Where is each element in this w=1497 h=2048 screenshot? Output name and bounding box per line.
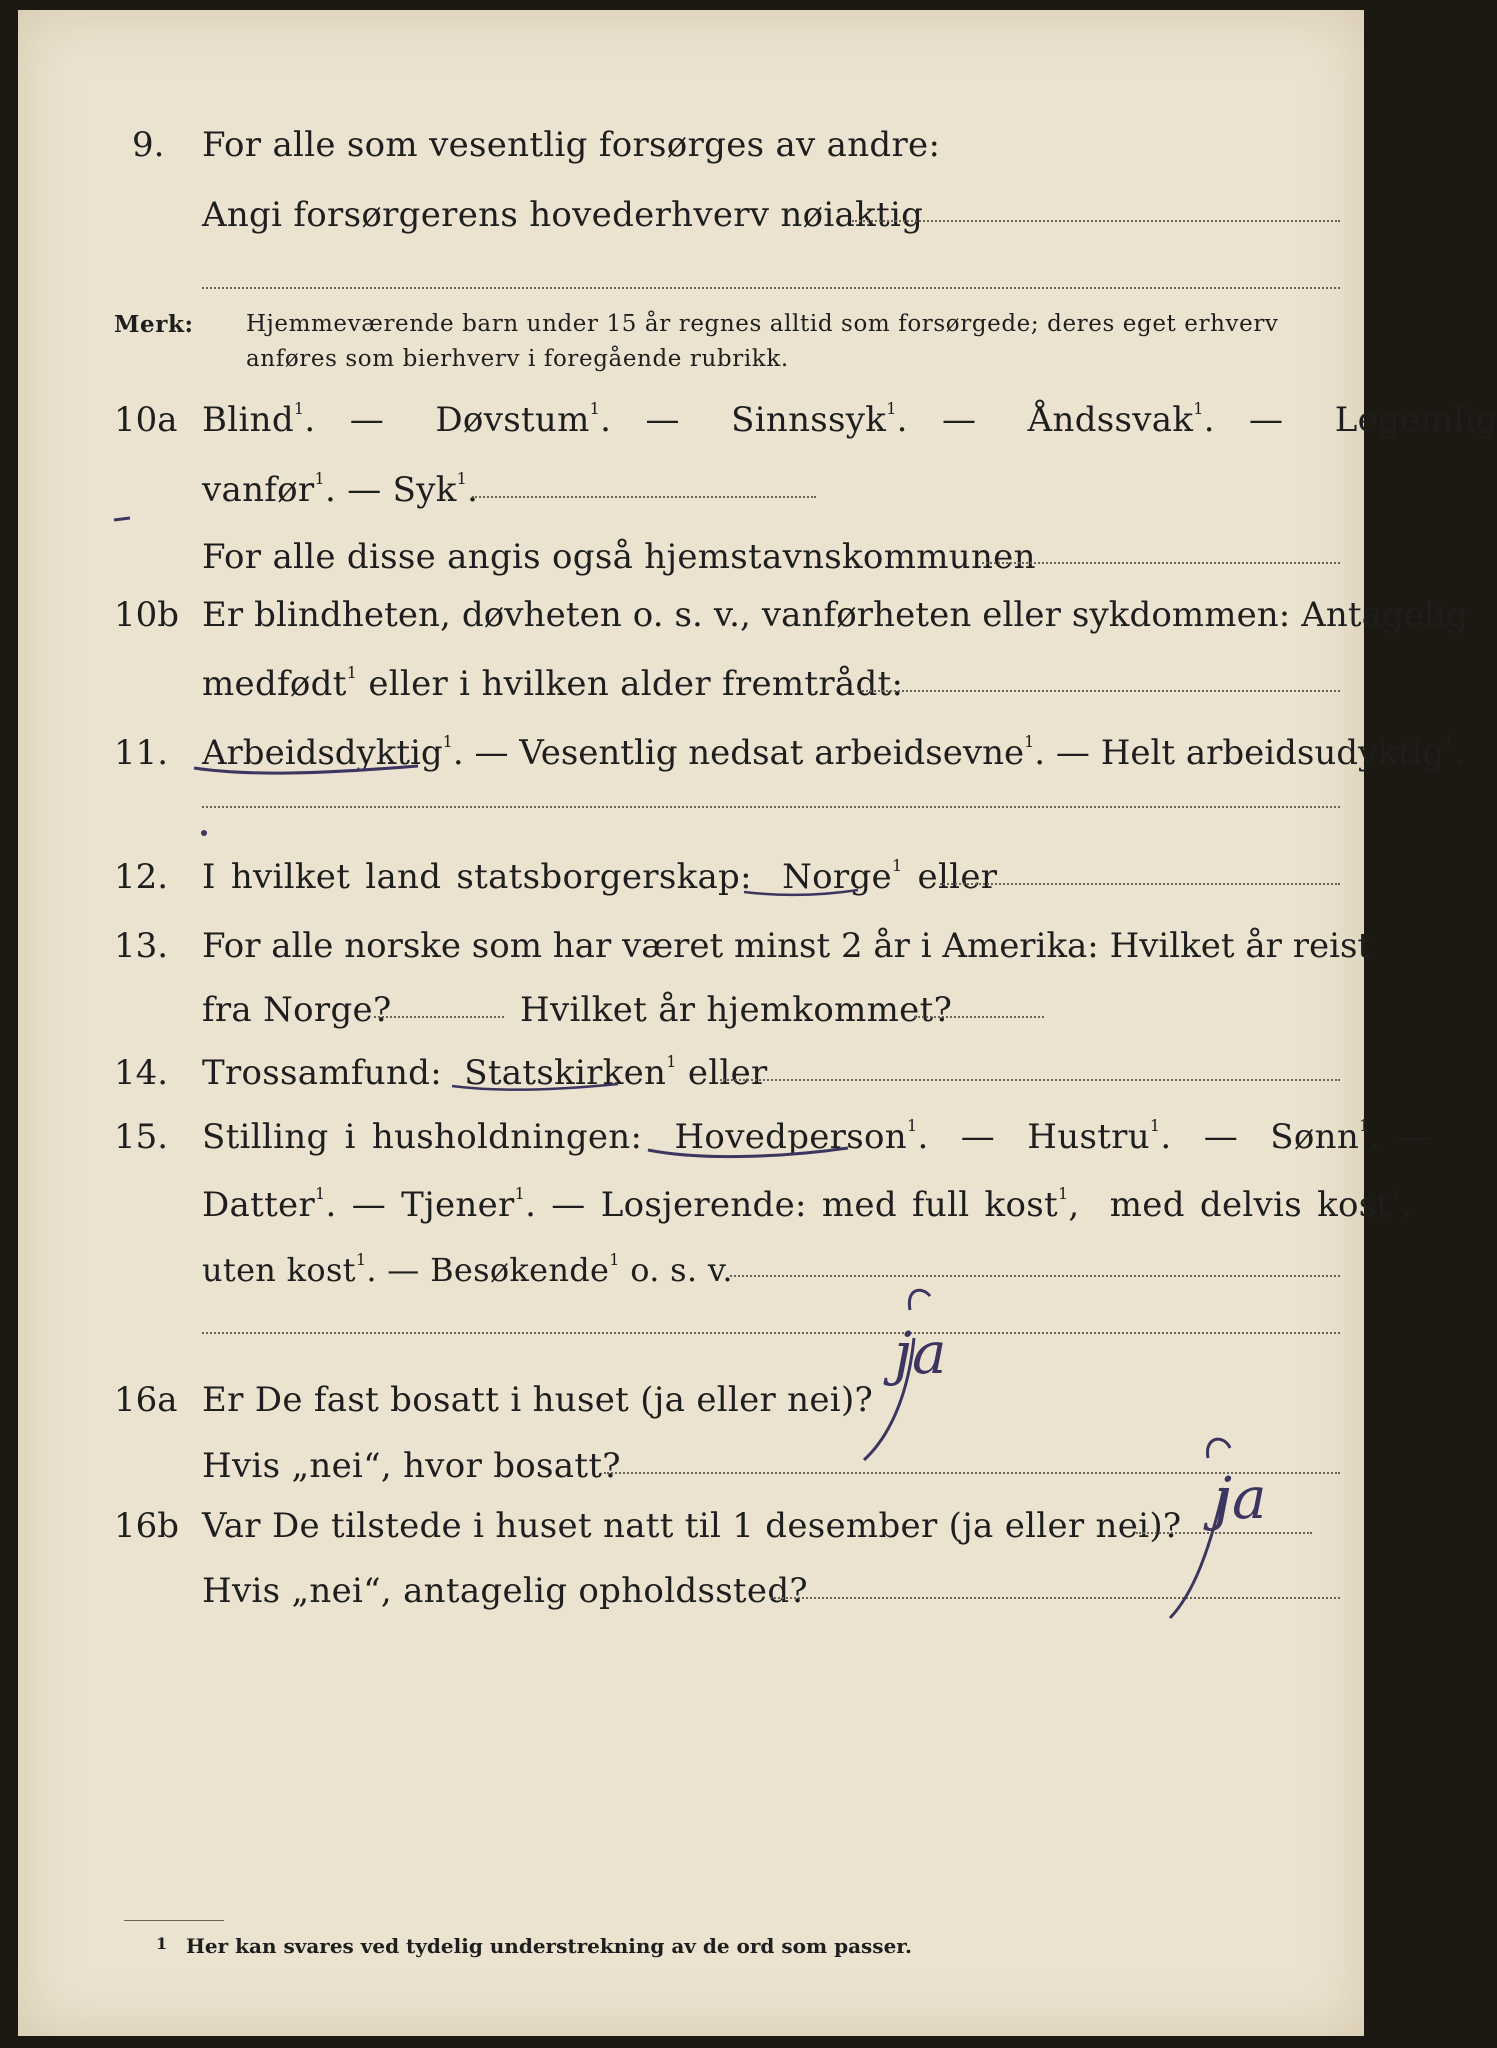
q13-line1: For alle norske som har været minst 2 år i Amerika: Hvilket år reist — [202, 926, 1372, 966]
q9-line2: Angi forsørgerens hovederhverv nøiaktig — [202, 195, 924, 235]
opt-delvis[interactable]: med delvis kost — [1109, 1185, 1391, 1225]
q10a-line1: Blind$^1$. — Døvstum$^1$. — Sinnssyk$^1$. — Åndssvak$^1$. — Legemlig — [202, 399, 1497, 440]
opt-sinnssyk[interactable]: Sinnssyk — [731, 400, 887, 440]
handwritten-ja-16b — [1098, 1428, 1318, 1628]
q10b-number: 10b — [114, 595, 180, 635]
underline-statskirken — [452, 1084, 618, 1090]
q11-number: 11. — [114, 733, 169, 773]
q15-line2: Datter$^1$. — Tjener$^1$. — Losjerende: med full kost$^1$, med delvis kost$^1$, — [202, 1184, 1413, 1225]
pencil-dot-2 — [201, 830, 207, 836]
underline-arbeidsdyktig — [194, 766, 418, 773]
opt-syk[interactable]: Syk — [392, 470, 457, 510]
opt-legemlig[interactable]: Legemlig — [1334, 400, 1497, 440]
opt-datter[interactable]: Datter — [202, 1185, 316, 1225]
census-form-page — [18, 10, 1497, 2036]
q16b-line2: Hvis „nei“, antagelig opholdssted? — [202, 1571, 808, 1611]
opt-udyktig[interactable]: Helt arbeidsudyktig — [1100, 733, 1445, 773]
opt-blind[interactable]: Blind — [202, 400, 294, 440]
opt-dovstum[interactable]: Døvstum — [435, 400, 590, 440]
q15-number: 15. — [114, 1117, 169, 1157]
q10b-line2: medfødt$^1$ eller i hvilken alder fremtrådt: — [202, 663, 904, 704]
merk-line2: anføres som bierhverv i foregående rubrikk. — [246, 346, 789, 372]
q10a-number: 10a — [114, 400, 178, 440]
handwritten-answer-16b: ja — [1214, 1464, 1267, 1532]
underline-norge — [744, 890, 858, 895]
q16a-number: 16a — [114, 1380, 178, 1420]
footnote-mark: 1 — [156, 1934, 168, 1953]
merk-label: Merk: — [114, 311, 194, 338]
q10a-line2: vanfør$^1$. — Syk$^1$. — [202, 469, 479, 510]
q9-number: 9. — [132, 125, 165, 165]
opt-norge[interactable]: Norge — [782, 857, 892, 897]
handwritten-ja-16a — [798, 1278, 1018, 1478]
pencil-dot-1 — [114, 518, 130, 520]
q12-number: 12. — [114, 857, 169, 897]
q14-number: 14. — [114, 1053, 169, 1093]
opt-tjener[interactable]: Tjener — [401, 1185, 515, 1225]
pencil-marks-layer — [18, 10, 1364, 2036]
opt-medfodt[interactable]: medfødt — [202, 664, 347, 704]
opt-statskirken[interactable]: Statskirken — [464, 1053, 667, 1093]
opt-losjerende[interactable]: Losjerende: med full kost — [600, 1185, 1058, 1225]
opt-arbeidsdyktig[interactable]: Arbeidsdyktig — [202, 733, 443, 773]
q15-line3: uten kost$^1$. — Besøkende$^1$ o. s. v. — [202, 1250, 733, 1289]
q10b-line1: Er blindheten, døvheten o. s. v., vanførheten eller sykdommen: Antagelig — [202, 595, 1468, 635]
q13-hjem: Hvilket år hjemkommet? — [520, 990, 953, 1030]
opt-besokende[interactable]: Besøkende — [430, 1251, 610, 1289]
opt-sonn[interactable]: Sønn — [1270, 1117, 1360, 1157]
q15-line1: Stilling i husholdningen: Hovedperson$^1$. — Hustru$^1$. — Sønn$^1$. — — [202, 1116, 1432, 1157]
q9-line1: For alle som vesentlig forsørges av andre: — [202, 125, 941, 165]
q13-fra: fra Norge? — [202, 990, 392, 1030]
opt-andssvak[interactable]: Åndssvak — [1027, 400, 1194, 440]
q10a-line3: For alle disse angis også hjemstavnskommunen — [202, 537, 1036, 577]
q13-number: 13. — [114, 926, 169, 966]
q12-line: I hvilket land statsborgerskap: Norge$^1$ eller — [202, 856, 998, 897]
opt-vanfor[interactable]: vanfør — [202, 470, 315, 510]
q16a-line1: Er De fast bosatt i huset (ja eller nei)? — [202, 1380, 874, 1420]
footnote-text: Her kan svares ved tydelig understrekning av de ord som passer. — [186, 1934, 912, 1958]
q11-line1: Arbeidsdyktig$^1$. — Vesentlig nedsat arbeidsevne$^1$. — Helt arbeidsudyktig$^1$. — [202, 732, 1466, 773]
handwritten-answer-16a: ja — [894, 1319, 947, 1387]
q14-line: Trossamfund: Statskirken$^1$ eller — [202, 1052, 768, 1093]
underline-hovedperson — [648, 1148, 848, 1157]
opt-hovedperson[interactable]: Hovedperson — [674, 1117, 907, 1157]
opt-uten-kost[interactable]: uten kost — [202, 1251, 356, 1289]
q16b-line1: Var De tilstede i huset natt til 1 desember (ja eller nei)? — [202, 1506, 1182, 1546]
q16a-line2: Hvis „nei“, hvor bosatt? — [202, 1446, 621, 1486]
opt-nedsat[interactable]: Vesentlig nedsat arbeidsevne — [519, 733, 1025, 773]
opt-hustru[interactable]: Hustru — [1027, 1117, 1150, 1157]
q16b-number: 16b — [114, 1506, 180, 1546]
merk-line1: Hjemmeværende barn under 15 år regnes alltid som forsørgede; deres eget erhverv — [246, 311, 1279, 337]
